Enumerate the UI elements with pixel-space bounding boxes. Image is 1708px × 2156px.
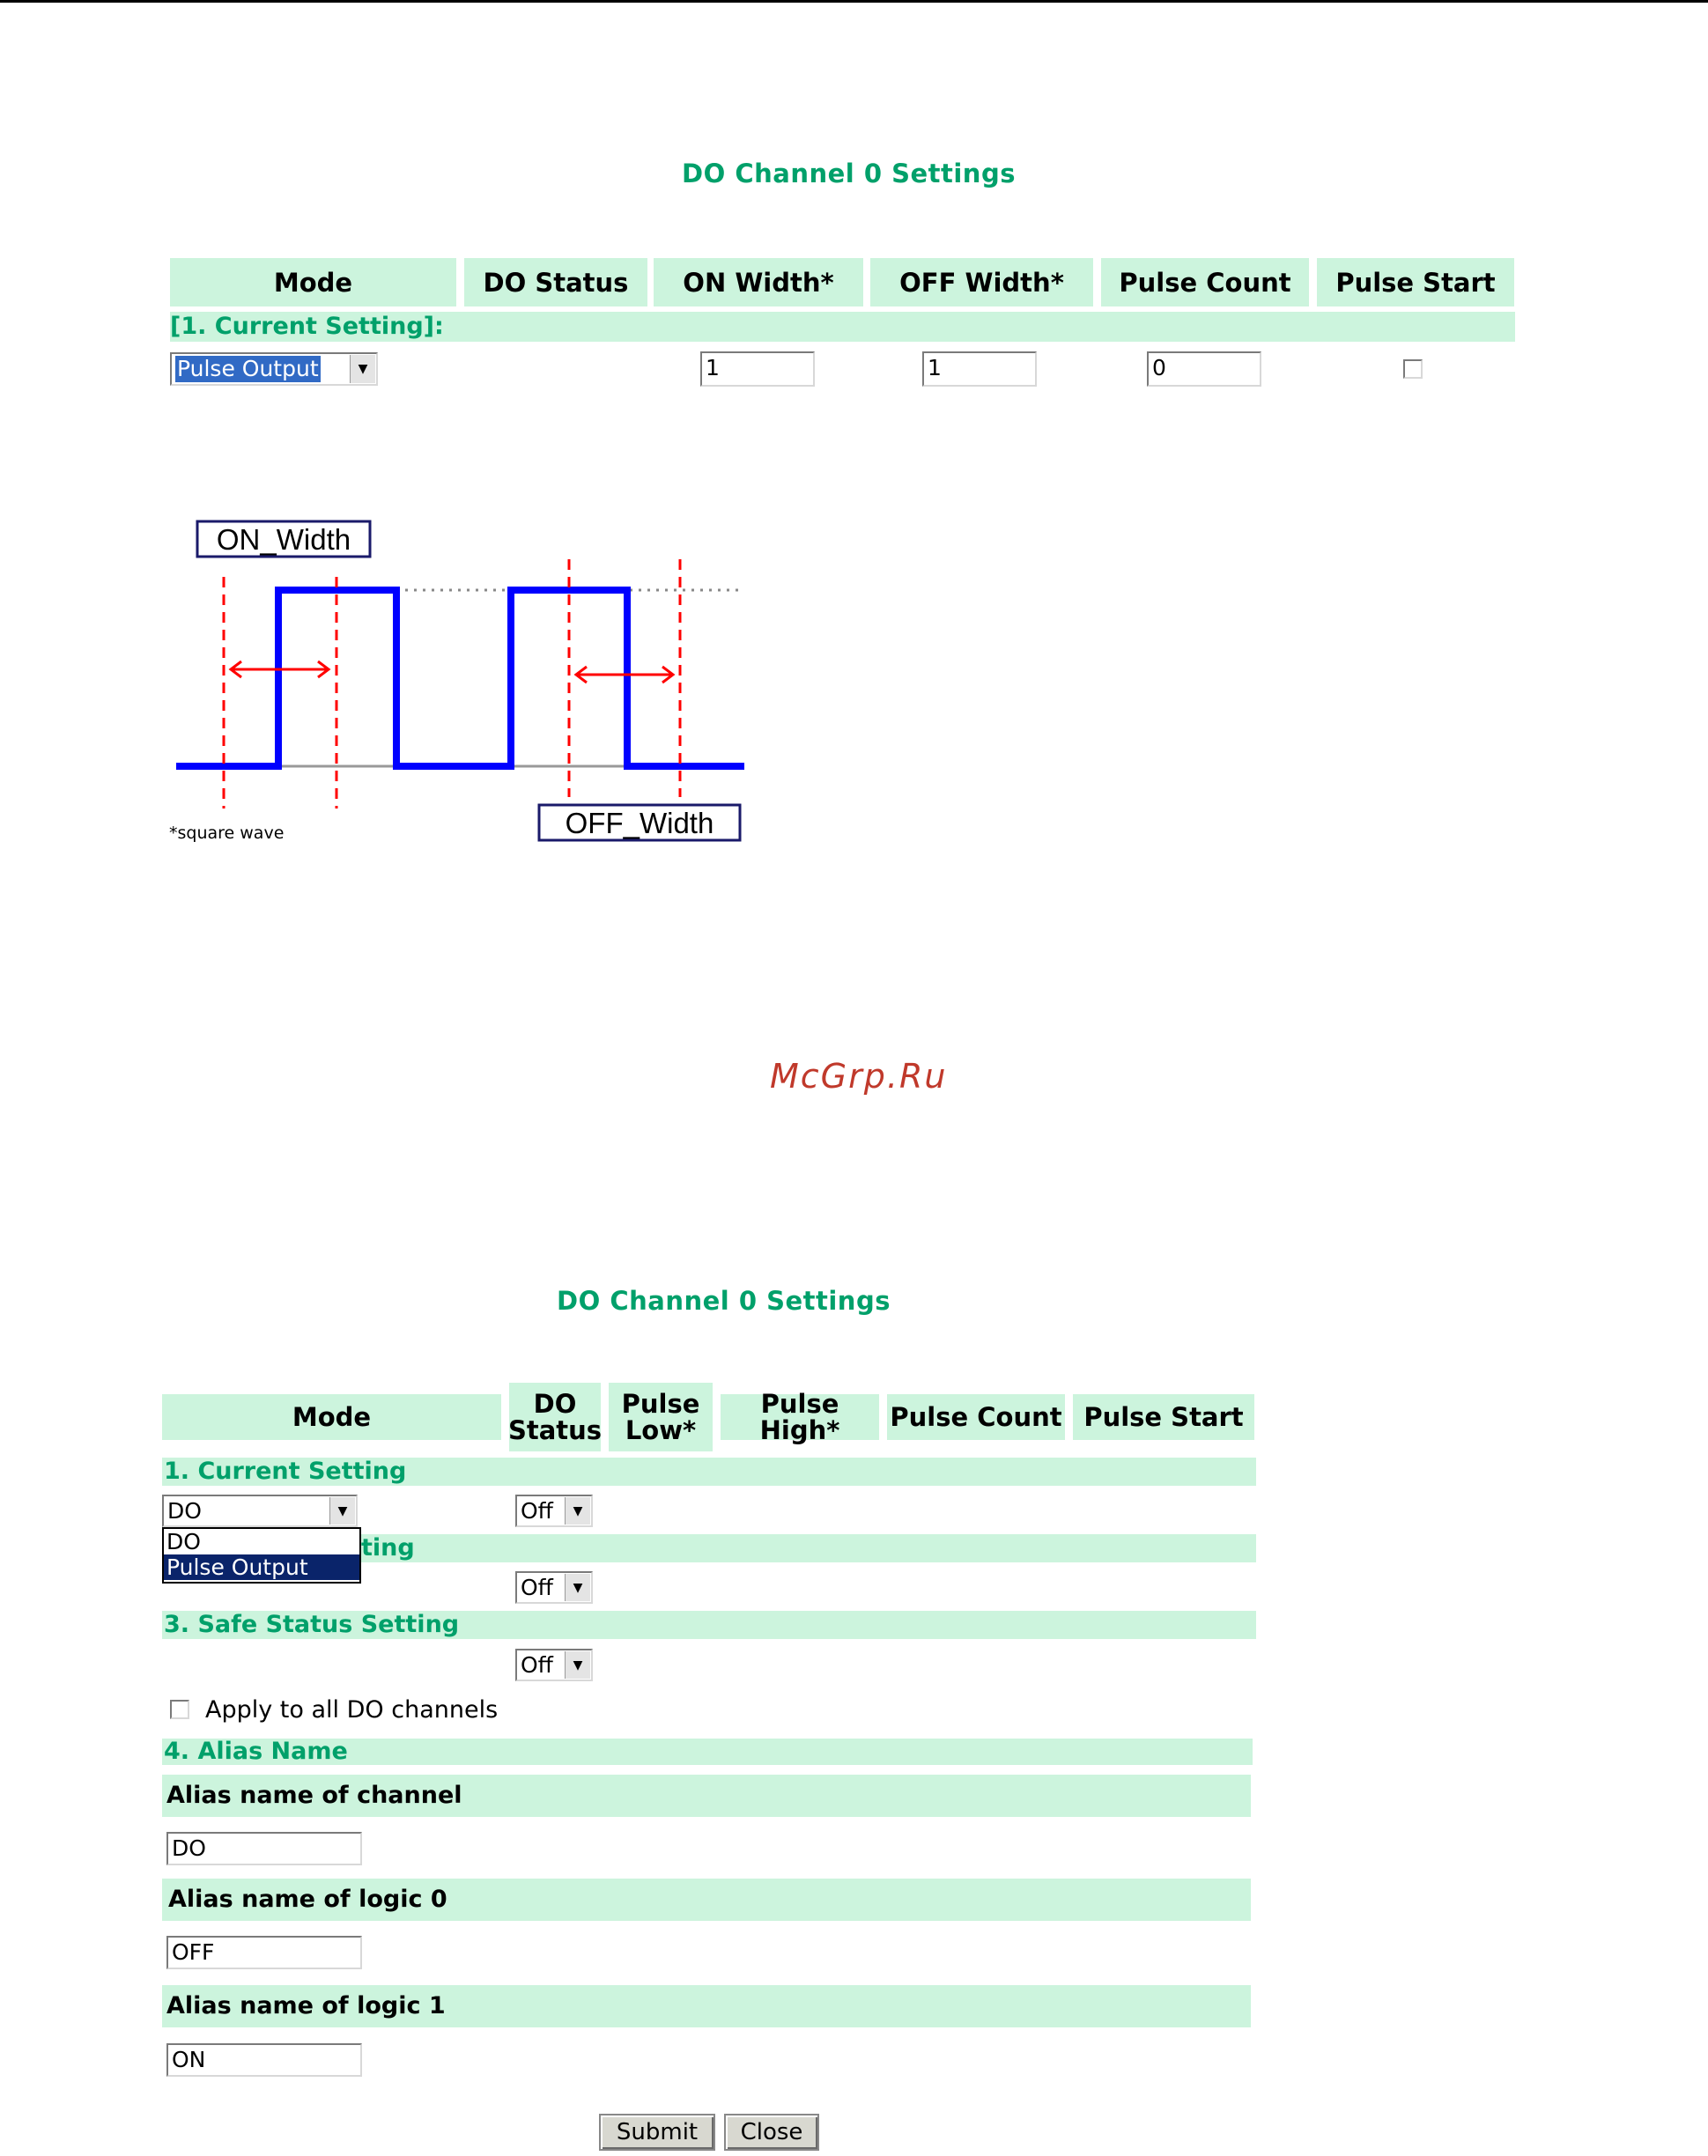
diagram-off-width-label: OFF_Width bbox=[565, 807, 714, 839]
panel1-on-width-input[interactable]: 1 bbox=[700, 351, 815, 387]
dropdown-option-pulse-output[interactable]: Pulse Output bbox=[164, 1554, 359, 1580]
panel2-title: DO Channel 0 Settings bbox=[557, 1286, 891, 1316]
alias-logic1-input[interactable]: ON bbox=[166, 2043, 362, 2077]
panel2-section4-label: 4. Alias Name bbox=[164, 1738, 348, 1765]
panel2-mode-select[interactable] bbox=[162, 1495, 358, 1527]
panel1-title: DO Channel 0 Settings bbox=[682, 159, 1016, 188]
panel1-header-pulse-count: Pulse Count bbox=[1101, 258, 1309, 306]
alias-logic0-input[interactable]: OFF bbox=[166, 1936, 362, 1969]
close-button[interactable]: Close bbox=[724, 2114, 819, 2151]
panel2-header-pulse-low-line2: Low* bbox=[625, 1415, 697, 1445]
apply-all-checkbox[interactable] bbox=[170, 1700, 189, 1719]
submit-button[interactable]: Submit bbox=[599, 2114, 715, 2151]
panel1-header-off-width: OFF Width* bbox=[870, 258, 1093, 306]
apply-all-label: Apply to all DO channels bbox=[205, 1696, 499, 1724]
panel2-power-on-status-value: Off bbox=[521, 1575, 553, 1600]
diagram-on-width-label: ON_Width bbox=[216, 523, 351, 556]
panel2-header-pulse-low bbox=[609, 1383, 713, 1451]
chevron-down-icon[interactable]: ▼ bbox=[565, 1497, 590, 1525]
alias-logic1-label: Alias name of logic 1 bbox=[166, 1992, 446, 2019]
dropdown-option-do[interactable]: DO bbox=[166, 1529, 201, 1554]
diagram-signal bbox=[176, 590, 744, 766]
panel2-header-do-status bbox=[509, 1383, 601, 1451]
panel2-header-pulse-high: Pulse High* bbox=[721, 1394, 879, 1440]
panel2-header-pulse-start: Pulse Start bbox=[1073, 1394, 1254, 1440]
panel2-safe-status-value: Off bbox=[521, 1652, 553, 1678]
panel2-header-mode: Mode bbox=[162, 1394, 501, 1440]
panel2-header-pulse-count: Pulse Count bbox=[887, 1394, 1065, 1440]
panel2-mode-dropdown-list[interactable] bbox=[162, 1527, 361, 1584]
panel1-header-pulse-start: Pulse Start bbox=[1317, 258, 1514, 306]
chevron-down-icon[interactable]: ▼ bbox=[329, 1497, 355, 1525]
chevron-down-icon[interactable]: ▼ bbox=[350, 355, 375, 383]
panel2-section1-label: 1. Current Setting bbox=[164, 1458, 407, 1485]
diagram-caption: *square wave bbox=[169, 823, 285, 843]
panel2-current-status-select[interactable] bbox=[515, 1495, 593, 1527]
alias-channel-label: Alias name of channel bbox=[166, 1782, 462, 1809]
square-wave-diagram bbox=[167, 511, 758, 850]
panel1-current-setting-label: [1. Current Setting]: bbox=[170, 313, 444, 340]
panel1-header-on-width: ON Width* bbox=[654, 258, 863, 306]
watermark: McGrp.Ru bbox=[770, 1057, 948, 1096]
top-rule bbox=[0, 0, 1708, 3]
panel2-power-on-status-select[interactable] bbox=[515, 1571, 593, 1604]
panel2-safe-status-select[interactable] bbox=[515, 1649, 593, 1681]
panel1-mode-select[interactable] bbox=[170, 352, 378, 386]
panel1-pulse-count-input[interactable]: 0 bbox=[1147, 351, 1261, 387]
panel2-section3-label: 3. Safe Status Setting bbox=[164, 1611, 460, 1638]
chevron-down-icon[interactable]: ▼ bbox=[565, 1651, 590, 1679]
panel2-header-do-status-line2: Status bbox=[507, 1415, 603, 1445]
panel1-header-mode: Mode bbox=[170, 258, 456, 306]
panel2-header-do-status-line1: DO bbox=[533, 1389, 577, 1419]
panel2-section2-label: ting bbox=[361, 1534, 415, 1562]
panel2-current-status-value: Off bbox=[521, 1498, 553, 1524]
panel1-off-width-input[interactable]: 1 bbox=[922, 351, 1037, 387]
panel2-mode-value: DO bbox=[167, 1498, 202, 1524]
alias-logic0-label: Alias name of logic 0 bbox=[168, 1886, 447, 1913]
panel2-header-pulse-low-line1: Pulse bbox=[621, 1389, 700, 1419]
panel1-mode-value: Pulse Output bbox=[177, 356, 319, 381]
chevron-down-icon[interactable]: ▼ bbox=[565, 1574, 590, 1601]
alias-channel-input[interactable]: DO bbox=[166, 1832, 362, 1865]
panel1-pulse-start-checkbox[interactable] bbox=[1403, 359, 1423, 379]
panel1-header-do-status: DO Status bbox=[464, 258, 647, 306]
